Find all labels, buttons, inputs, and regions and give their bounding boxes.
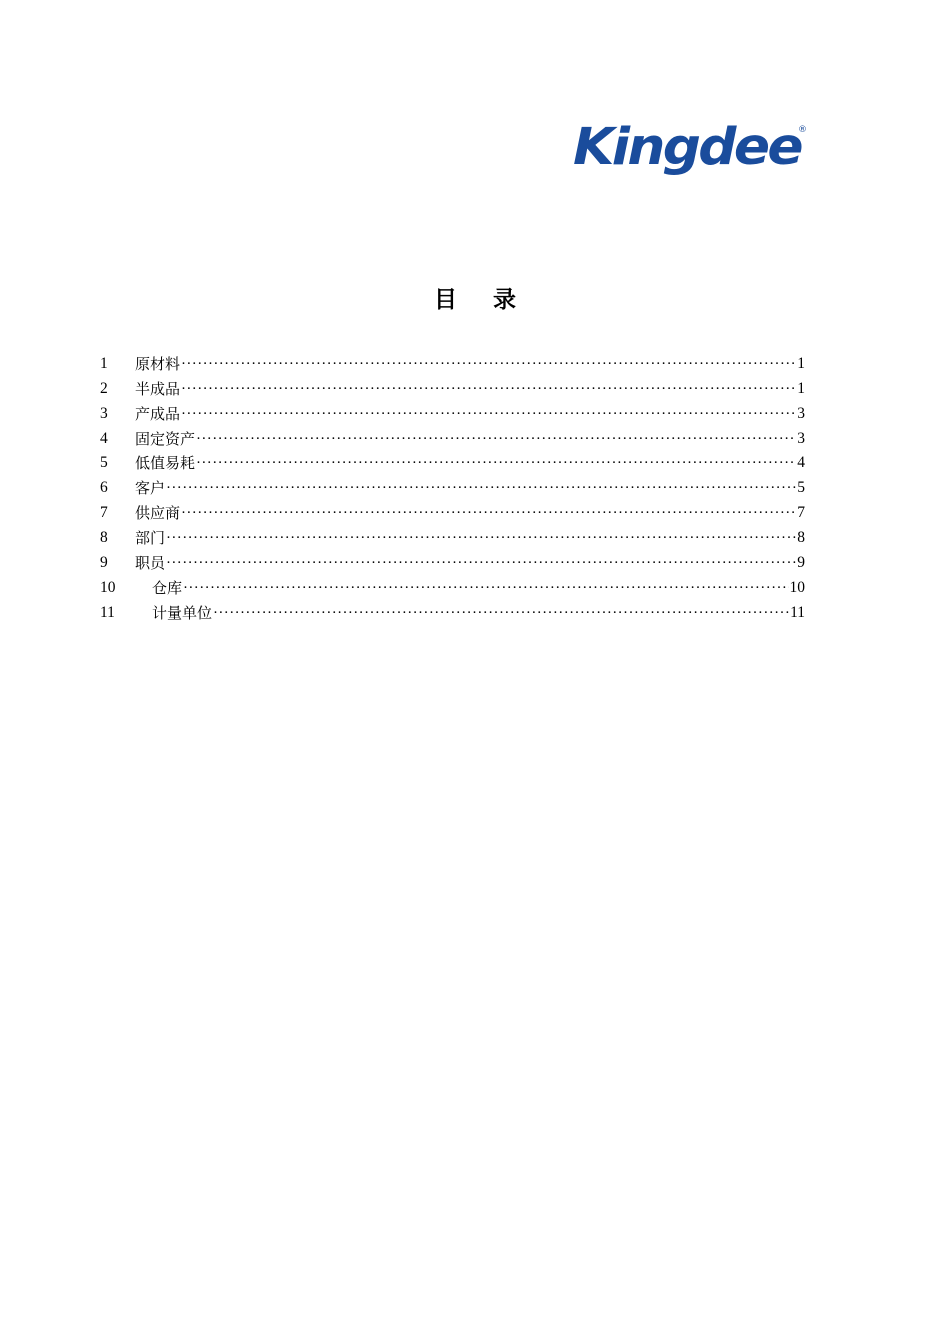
- logo-wordmark: Kingdee: [573, 118, 802, 177]
- toc-leader-dots: [196, 453, 796, 473]
- toc-entry[interactable]: [100, 598, 805, 623]
- toc-entry-page: 3: [797, 404, 805, 422]
- toc-entry-label: 固定资产: [135, 429, 196, 448]
- toc-entry-label: 低值易耗: [135, 454, 196, 473]
- toc-entry-page: 9: [797, 554, 805, 572]
- toc-entry[interactable]: [100, 349, 805, 374]
- toc-entry-number: 2: [100, 379, 108, 397]
- toc-leader-dots: [181, 503, 796, 523]
- toc-entry[interactable]: [100, 523, 805, 548]
- toc-entry-page: 7: [797, 504, 805, 522]
- toc-leader-dots: [166, 478, 796, 498]
- toc-entry-page: 4: [797, 454, 805, 472]
- toc-entry-number: 3: [100, 404, 108, 422]
- toc-entry-label: 客户: [135, 479, 166, 498]
- toc-entry-number: 6: [100, 479, 108, 497]
- toc-entry[interactable]: [100, 374, 805, 399]
- registered-mark: ®: [798, 125, 807, 135]
- toc-entry[interactable]: [100, 399, 805, 424]
- toc-title-char-1: 目: [434, 287, 457, 313]
- toc-entry-page: 11: [790, 603, 805, 621]
- toc-entry-number: 1: [100, 354, 108, 372]
- kingdee-logo: [572, 118, 808, 184]
- toc-entry-label: 半成品: [135, 379, 181, 398]
- toc-entry-label: 原材料: [135, 354, 181, 373]
- toc-entry-number: 5: [100, 454, 108, 472]
- toc-entry-page: 10: [789, 578, 805, 596]
- toc-entry-label: 仓库: [152, 578, 183, 597]
- toc-entry-number: 11: [100, 603, 115, 621]
- toc-entry[interactable]: [100, 473, 805, 498]
- toc-entry-page: 1: [797, 379, 805, 397]
- toc-entry-number: 9: [100, 554, 108, 572]
- toc-entry[interactable]: [100, 573, 805, 598]
- toc-leader-dots: [181, 379, 796, 399]
- toc-entry[interactable]: [100, 548, 805, 573]
- toc-leader-dots: [196, 429, 796, 449]
- toc-entry-label: 计量单位: [152, 603, 213, 622]
- toc-entry-page: 3: [797, 429, 805, 447]
- toc-entry-label: 职员: [135, 554, 166, 573]
- toc-leader-dots: [166, 528, 796, 548]
- toc-entry-page: 1: [797, 354, 805, 372]
- toc-entry-label: 产成品: [135, 404, 181, 423]
- toc-entry[interactable]: [100, 498, 805, 523]
- toc-leader-dots: [181, 354, 796, 374]
- toc-leader-dots: [183, 578, 788, 598]
- toc-title-char-2: 录: [493, 287, 516, 313]
- toc-entry-number: 10: [100, 578, 116, 596]
- toc-entry-number: 8: [100, 529, 108, 547]
- toc-entry-page: 8: [797, 529, 805, 547]
- toc-leader-dots: [166, 553, 796, 573]
- toc-entry-page: 5: [797, 479, 805, 497]
- toc-entry-label: 供应商: [135, 504, 181, 523]
- toc-entry-number: 7: [100, 504, 108, 522]
- toc-entry[interactable]: [100, 449, 805, 474]
- toc-leader-dots: [213, 603, 789, 623]
- table-of-contents: [100, 349, 805, 623]
- toc-leader-dots: [181, 404, 796, 424]
- toc-entry-number: 4: [100, 429, 108, 447]
- kingdee-logo-image: [572, 118, 808, 184]
- toc-entry-label: 部门: [135, 529, 166, 548]
- toc-title: [0, 282, 950, 318]
- toc-entry[interactable]: [100, 424, 805, 449]
